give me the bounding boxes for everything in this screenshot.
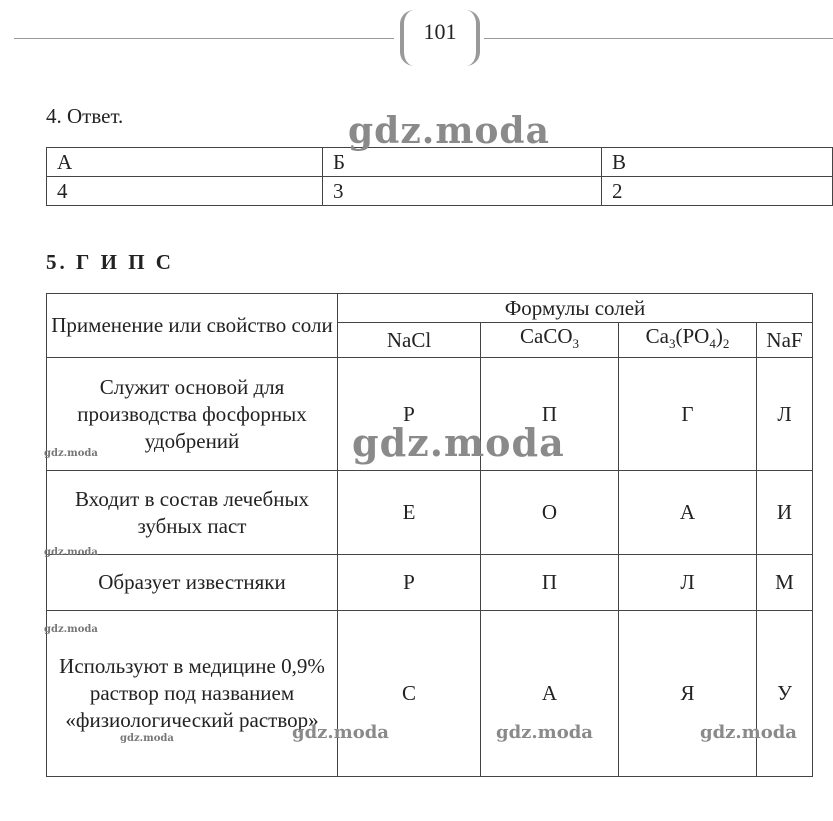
header-cell: А (47, 148, 323, 177)
header-rule-left (14, 38, 394, 39)
watermark: gdz.moda (44, 624, 98, 635)
salts-table (46, 293, 813, 777)
letter-cell: Г (619, 358, 757, 471)
table-row (47, 471, 813, 555)
formula-nacl: NaCl (338, 323, 481, 358)
formula-caco3: CaCO$_3$ (481, 323, 619, 358)
letter-cell: П (481, 358, 619, 471)
value-cell: 2 (602, 177, 833, 206)
table-row (47, 611, 813, 777)
page-number: 101 (400, 10, 480, 66)
header-rule-right (484, 38, 833, 39)
watermark: gdz.moda (292, 722, 389, 743)
letter-cell: И (757, 471, 813, 555)
letter-cell: А (481, 611, 619, 777)
letter-cell: А (619, 471, 757, 555)
letter-cell: С (338, 611, 481, 777)
value-cell: 3 (323, 177, 602, 206)
letter-cell: О (481, 471, 619, 555)
table-row (47, 294, 813, 323)
header-cell: В (602, 148, 833, 177)
letter-cell: У (757, 611, 813, 777)
table-row (47, 555, 813, 611)
letter-cell: Л (757, 358, 813, 471)
table-row (47, 177, 833, 206)
watermark: gdz.moda (700, 722, 797, 743)
watermark: gdz.moda (44, 448, 98, 459)
formula-naf: NaF (757, 323, 813, 358)
answer-table-4 (46, 147, 833, 206)
formula-ca3po42: $Ca_3(PO_4)_2$ (619, 323, 757, 358)
application-cell: Служит основой для производства фосфорных удобрений (47, 358, 338, 471)
letter-cell: Р (338, 358, 481, 471)
letter-cell: Я (619, 611, 757, 777)
header-formulas: Формулы солей (338, 294, 813, 323)
letter-cell: М (757, 555, 813, 611)
application-cell: Используют в медицине 0,9% раствор под названием «физиологический раствор» (47, 611, 338, 777)
application-cell: Входит в состав лечебных зубных паст (47, 471, 338, 555)
header-application: Применение или свойство соли (47, 294, 338, 358)
question-5-title: 5. Г И П С (46, 250, 174, 274)
letter-cell: П (481, 555, 619, 611)
letter-cell: Е (338, 471, 481, 555)
question-4-title: 4. Ответ. (46, 104, 124, 128)
letter-cell: Р (338, 555, 481, 611)
application-cell: Образует известняки (47, 555, 338, 611)
watermark: gdz.moda (352, 420, 565, 465)
watermark: gdz.moda (348, 110, 550, 152)
watermark: gdz.moda (44, 547, 98, 558)
value-cell: 4 (47, 177, 323, 206)
watermark: gdz.moda (120, 733, 174, 744)
letter-cell: Л (619, 555, 757, 611)
header-cell: Б (323, 148, 602, 177)
watermark: gdz.moda (496, 722, 593, 743)
